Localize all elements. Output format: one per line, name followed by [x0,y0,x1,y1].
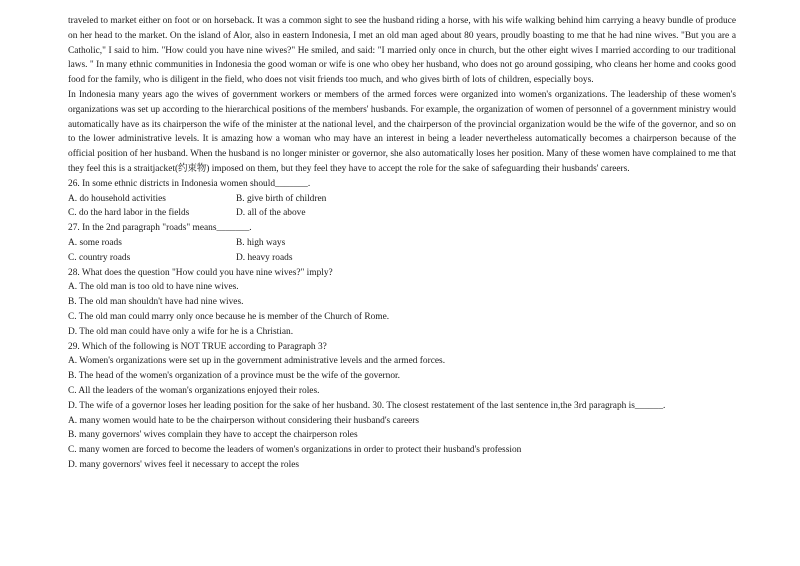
passage-paragraph-2-tail: traveled to market either on foot or on horseback. It was a common sight to see the husband riding a horse, with his wife walking behind him carrying a heavy bundle of produce on her head to the market. On the island of Alor, also in eastern Indonesia, I met an old man aged about 80 years, proudly boasting to me that he had nine wives. "But you are a Catholic," I said to him. "How could you have nine wives?" He smiled, and said: "I married only once in church, but the other eight wives I married according to our traditional laws. " In many ethnic communities in Indonesia the good woman or wife is one who obey her husband, who does not go around gossiping, who cleans her home and cooks good food for the family, who is diligent in the field, who does not visit friends too much, and who gives birth of lots of children, especially boys. [68,16,736,86]
question-27 [68,221,736,265]
question-27-options-row-2 [68,251,736,266]
question-26-option-b: B. give birth of children [236,193,327,204]
question-29-option-c: C. All the leaders of the woman's organizations enjoyed their roles. [68,385,320,396]
question-30-option-c: C. many women are forced to become the leaders of women's organizations in order to protect their husband's profession [68,445,522,456]
question-26-option-c: C. do the hard labor in the fields [68,208,190,219]
exam-page [68,14,736,473]
question-27-stem: 27. In the 2nd paragraph "roads" means_______. [68,223,252,234]
question-26 [68,177,736,221]
question-28-option-c: C. The old man could marry only once because he is member of the Church of Rome. [68,311,390,322]
question-26-options-row-1 [68,192,736,207]
question-29-option-d: D. The wife of a governor loses her leading position for the sake of her husband. 30. The closest restatement of the last sentence in,the 3rd paragraph is______. [68,400,666,411]
question-27-options-row-1 [68,236,736,251]
question-28-stem: 28. What does the question "How could you have nine wives?" imply? [68,267,333,278]
question-29-stem: 29. Which of the following is NOT TRUE according to Paragraph 3? [68,341,327,352]
question-28-option-d: D. The old man could have only a wife for he is a Christian. [68,326,294,337]
question-27-option-b: B. high ways [236,237,286,248]
question-29-option-b: B. The head of the women's organization of a province must be the wife of the governor. [68,371,400,382]
question-27-option-d: D. heavy roads [236,252,293,263]
question-30-option-d: D. many governors' wives feel it necessary to accept the roles [68,459,300,470]
question-28-option-b: B. The old man shouldn't have had nine wives. [68,297,244,308]
question-26-options-row-2 [68,206,736,221]
question-29-option-a: A. Women's organizations were set up in the government administrative levels and the armed forces. [68,356,446,367]
passage-paragraph-3: In Indonesia many years ago the wives of government workers or members of the armed forces were organized into women's organizations. The leadership of these women's organizations was set up according to the hierarchical positions of the members' husbands. For example, the organization of women of personnel of a government ministry would automatically have as its chairperson the wife of the minister at the national level, and the chairperson of the provincial organization would be the wife of the governor, and so on to the lower administrative levels. It is amazing how a woman who may have an interest in being a leader nevertheless automatically becomes a chairperson because of the official position of her husband. When the husband is no longer minister or governor, she also automatically loses her position. Many of these women have complained to me that they feel this is a straitjacket(约束物) imposed on them, but they feel they have to accept the role for the sake of safeguarding their husbands' careers. [68,89,736,174]
question-26-option-a: A. do household activities [68,193,166,204]
question-30-option-a: A. many women would hate to be the chairperson without considering their husband's careers [68,415,420,426]
question-28 [68,266,736,340]
question-29 [68,340,736,414]
question-27-option-c: C. country roads [68,252,131,263]
question-28-option-a: A. The old man is too old to have nine wives. [68,282,239,293]
question-30 [68,414,736,473]
question-30-option-b: B. many governors' wives complain they have to accept the chairperson roles [68,430,358,441]
question-26-stem: 26. In some ethnic districts in Indonesia women should_______. [68,178,311,189]
question-26-option-d: D. all of the above [236,208,306,219]
question-27-option-a: A. some roads [68,237,122,248]
